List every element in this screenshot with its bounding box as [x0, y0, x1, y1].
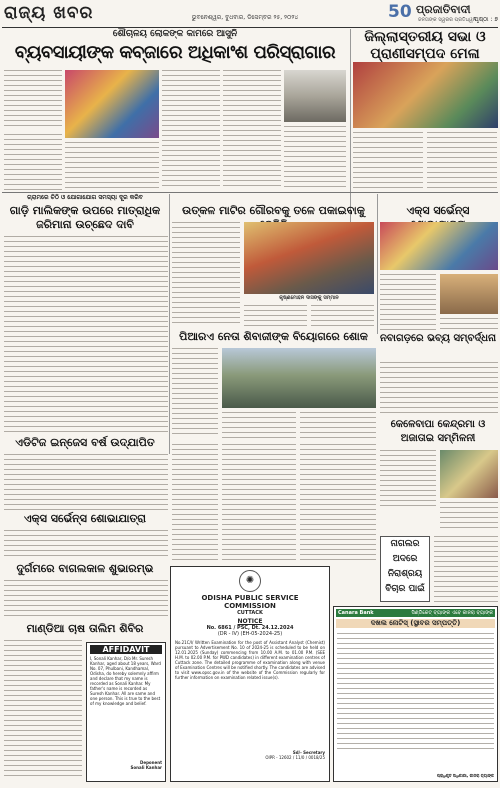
- story11-body: [4, 580, 168, 620]
- story6-body-col3: [300, 412, 376, 438]
- opsc-notice-no: No. 6861 / PSC, Dt. 24.12.2024: [206, 625, 294, 631]
- story8-body-col2: [440, 502, 498, 532]
- story2-body-col1: [353, 132, 423, 192]
- story12-headline: ମାଣ୍ଡିଆ ଚାଷ ତାଲିମ ଶିବିର: [26, 622, 144, 635]
- section-rule-1: [2, 192, 498, 193]
- small-box-line2: ଅଦରେ: [392, 554, 418, 564]
- masthead-rule: [2, 27, 498, 28]
- story5-photo-procession: [380, 222, 498, 270]
- affidavit-title: AFFIDAVIT: [90, 645, 162, 654]
- story6-body-col5: [222, 444, 296, 564]
- opsc-subtitle: CUTTACK: [237, 610, 263, 616]
- story8-photo: [440, 450, 498, 498]
- bank-banner-text: ସିଣ୍ଡିକେଟ୍ ବ୍ୟାଙ୍କ ଏବେ କାନରା ବ୍ୟାଙ୍କ: [411, 610, 493, 616]
- story6-body-col1: [172, 348, 218, 438]
- story5-body-col2: [440, 318, 498, 330]
- section-title: ରାଜ୍ୟ ଖବର: [4, 3, 94, 23]
- small-box-line1: ନାଗଲର: [390, 539, 420, 549]
- story7-headline: ନବାଗଡ଼ରେ ଭବ୍ୟ ସମ୍ବର୍ଦ୍ଧନା: [379, 333, 497, 344]
- opsc-signoff: Sd/- Secretary: [292, 750, 325, 755]
- affidavit-body: I, Sonali Kanhar, D/o Mr. Suresh Kanhar, aged about 18 years, Ward No. 07, Phulbani, Kandhamal, Odisha, do hereby solemnly affirm and declare that my name is recorded as Sonali Kanhar. My father's name is recorded as Suresh Kanhar. All are same and one person. This is true to the best of my knowledge and belief.: [90, 656, 161, 706]
- story4-body-col2: [244, 305, 307, 327]
- story1-body-col3: [223, 70, 281, 190]
- bank-signoff: ପ୍ରାଧିକୃତ ଅଧିକାରୀ, କାନରା ବ୍ୟାଙ୍କ: [436, 773, 494, 778]
- story4-photo-award: [244, 222, 374, 294]
- bank-notice-title: ଦଖଲ ନୋଟିସ୍ (ସ୍ଥାବର ସମ୍ପତ୍ତି): [336, 619, 495, 628]
- story8-body-col1: [380, 450, 436, 510]
- logo-name: ପ୍ରଜାତିବାଦୀ: [416, 3, 471, 16]
- story3-body: [4, 236, 168, 434]
- story6-photo-group: [222, 348, 376, 408]
- story10-body: [4, 530, 168, 560]
- bank-notice-ad: [333, 606, 498, 782]
- dateline: ଭୁବନେଶ୍ୱର, ବୁଧବାର, ଡିସେମ୍ବର ୨୫, ୨୦୨୪: [191, 14, 299, 21]
- small-box-body: [434, 536, 498, 602]
- story6-body-col2: [222, 412, 296, 438]
- story10-headline: ଏକ୍ସ ସର୍ଭେନ୍‌ସ ଶୋଭାଯାତ୍ରା: [23, 512, 147, 525]
- affidavit-deponent: Deponent Sonali Kanhar: [130, 760, 162, 770]
- story2-photo-stage: [353, 62, 498, 128]
- logo-number: 50: [388, 2, 412, 22]
- column-divider-3: [377, 194, 378, 334]
- story1-headline: ବ୍ୟବସାୟୀଙ୍କ କବ୍‌ଜାରେ ଅଧିକାଂଶ ପରିସ୍ରାଗାର: [14, 42, 336, 63]
- story12-body: [4, 640, 82, 780]
- story9-body: [4, 454, 168, 510]
- story1-body-col1: [4, 70, 62, 130]
- bank-name: Canara Bank: [338, 610, 374, 616]
- story1-kicker: ଶୌଚାଳୟ ଲୋକଙ୍କ କାମରେ ଆସୁନି: [112, 29, 238, 39]
- story5-headline: ଏକ୍ସ ସର୍ଭେନ୍‌ସ: [406, 204, 470, 217]
- story4-body-col1: [172, 222, 240, 327]
- story5-photo-2: [440, 274, 498, 314]
- story4-caption: କୃଷ୍ଣମୋହନ ଦାସଙ୍କୁ ସମ୍ମାନ: [279, 295, 339, 301]
- opsc-notice-label: NOTICE: [237, 618, 263, 625]
- story6-headline: ପିଆରଏ ନେତା ଶିବାଜୀଙ୍କ ବିୟୋଗରେ ଶୋକ: [179, 330, 368, 343]
- story3-headline: ଗାଡ଼ି ମାଲିକଙ୍କ ଉପରେ ମାତ୍ରାଧିକ ଜରିମାନା ଉଚ୍ଛେଦ ଦାବି: [9, 204, 161, 231]
- small-headline-box: [380, 536, 430, 602]
- story5-body-col1: [380, 274, 436, 330]
- story3-kicker: ଗ୍ରାମରେ ଚିଠି ଓ ଯୋଗାଯୋଗ ସମସ୍ୟା ଦୂର କରିବ: [27, 194, 143, 201]
- opsc-body: No.21C/I/ Written Examination for the post of Assistant Analyst (Chemist) pursuant to Advertisement No. 10 of 2024-25 is scheduled to be held on 12.01.2025 (Sunday) commencing from 10.00 A.M. to 01.00 P.M. (SEE H.M. to 02.00 P.M. for PWD candidates) in different examination centres of Cuttack zone. The detailed programme of examination along with venue of Examination Centres will be notified shortly. The candidates are advised to visit www.opsc.gov.in of the website of the Commission regularly for further information on examination related issue(s).: [175, 640, 325, 680]
- opsc-notice-ad: [170, 566, 330, 782]
- story1-body-col2: [162, 70, 220, 190]
- story11-headline: ଦୁର୍ଗମରେ ବାଗଲକାଳ ଶୁଭାରମ୍ଭ: [16, 562, 154, 575]
- story6-body-col6: [300, 444, 376, 564]
- page-number: ପୃଷ୍ଠା : ୭: [474, 16, 498, 23]
- story1-body-col1c: [65, 142, 159, 190]
- opsc-adv-no: (DR - IV) (EH-05-2024-25): [217, 631, 283, 637]
- story2-headline: ଜିଲ୍ଲାସ୍ତରୀୟ ସଭା ଓ ପ୍ରାଣୀସମ୍ପଦ ମେଳା: [364, 29, 486, 62]
- opsc-ref: OIPR - 12602 / 11/0 / 0018/25: [265, 755, 325, 760]
- opsc-title: ODISHA PUBLIC SERVICE COMMISSION: [201, 594, 299, 610]
- small-box-line4: ବିଚାର ପାଇଁ: [385, 584, 425, 594]
- emblem-icon: ✺: [239, 570, 261, 592]
- story4-headline: ଉତ୍କଳ ମାଟିର ଗୌରବକୁ ତଳେ ପକାଇବାକୁ: [182, 204, 365, 217]
- bank-notice-body: [337, 633, 494, 753]
- affidavit-ad: [86, 642, 166, 782]
- story9-headline: ଏଡିଟିଜ ଇନ୍‌ଜେସ ବର୍ଷ ଉଦ୍‌ଯାପିତ: [15, 436, 155, 449]
- story2-body-col2: [427, 132, 497, 192]
- small-box-line3: ନିରାଶ୍ରୟ: [387, 569, 423, 579]
- story4-body-col3: [311, 305, 374, 327]
- story1-body-col4: [284, 126, 346, 190]
- story1-body-col1b: [4, 134, 62, 190]
- story7-body: [380, 362, 498, 416]
- story1-photo-shop: [65, 70, 159, 138]
- story6-body-col4: [172, 444, 218, 564]
- story1-photo-toilet: [284, 70, 346, 122]
- logo-tagline: ଜନତାଙ୍କ ସ୍ୱରର ପ୍ରତିଧ୍ୱନି: [418, 17, 477, 23]
- bank-banner: [336, 609, 495, 617]
- story8-headline: କେଳେବାପା କେନ୍ଦ୍ରମା ଓ ଅଜାତାଇ ସମ୍ମିଳନୀ: [390, 419, 486, 444]
- column-divider-2: [169, 194, 170, 454]
